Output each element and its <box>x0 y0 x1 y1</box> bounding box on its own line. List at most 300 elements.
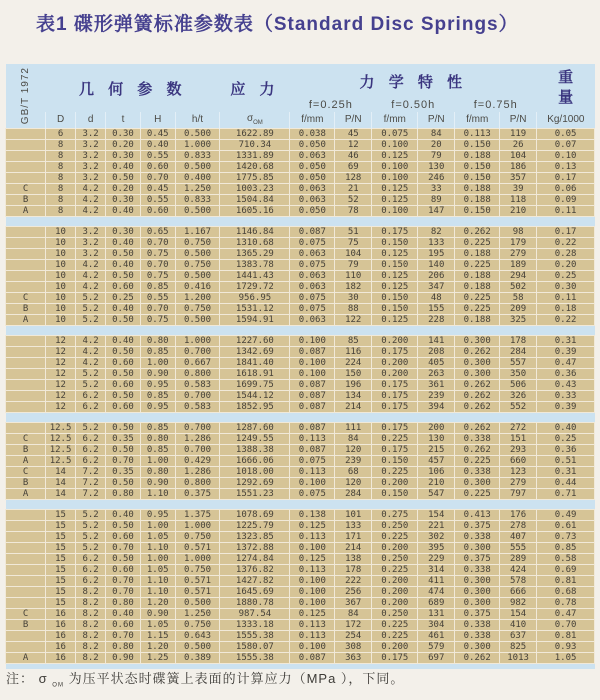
table-cell: 0.175 <box>372 226 418 237</box>
table-cell: 1003.23 <box>220 183 290 194</box>
table-cell: 8 <box>46 194 76 205</box>
table-cell: 0.45 <box>140 128 175 139</box>
table-cell: 150 <box>335 368 372 379</box>
table-cell: 10 <box>46 292 76 303</box>
table-cell: 0.571 <box>175 586 220 597</box>
table-cell: 0.70 <box>140 303 175 314</box>
table-cell: 131 <box>418 608 455 619</box>
table-cell: 0.90 <box>140 368 175 379</box>
table-cell: 278 <box>500 520 537 531</box>
table-cell: 1.05 <box>140 619 175 630</box>
table-cell: 0.225 <box>372 531 418 542</box>
table-cell: 1427.82 <box>220 575 290 586</box>
table-cell: 1551.23 <box>220 488 290 499</box>
block-separator <box>6 499 595 509</box>
table-cell: 424 <box>500 564 537 575</box>
class-letter-cell <box>6 553 46 564</box>
table-cell: 1.200 <box>175 292 220 303</box>
class-letter-cell <box>6 586 46 597</box>
table-cell: 0.500 <box>175 597 220 608</box>
table-cell: 10 <box>46 259 76 270</box>
table-cell: 0.075 <box>290 303 335 314</box>
col-header-fmm-050: f/mm <box>372 112 418 128</box>
table-cell: 10 <box>46 270 76 281</box>
table-cell: 10 <box>46 281 76 292</box>
class-letter-cell: A <box>6 205 46 216</box>
table-cell: 0.125 <box>372 150 418 161</box>
table-cell: 0.262 <box>455 444 500 455</box>
table-cell: 0.40 <box>106 303 141 314</box>
table-cell: 0.500 <box>175 128 220 139</box>
table-cell: 0.750 <box>175 564 220 575</box>
table-row <box>6 150 595 161</box>
table-cell: 0.050 <box>290 205 335 216</box>
table-cell: 12 <box>46 368 76 379</box>
table-cell: 0.11 <box>537 205 595 216</box>
disc-spring-parameter-table <box>5 64 595 669</box>
table-cell: 0.50 <box>106 172 141 183</box>
table-cell: 0.188 <box>455 150 500 161</box>
table-cell: 239 <box>418 390 455 401</box>
table-row <box>6 641 595 652</box>
table-cell: 3.2 <box>76 237 106 248</box>
table-cell: 956.95 <box>220 292 290 303</box>
table-cell: 214 <box>335 401 372 412</box>
table-cell: 0.200 <box>372 357 418 368</box>
table-row <box>6 270 595 281</box>
table-cell: 410 <box>500 619 537 630</box>
table-cell: 79 <box>418 150 455 161</box>
table-cell: 172 <box>335 619 372 630</box>
table-cell: 0.375 <box>455 520 500 531</box>
table-cell: 0.39 <box>537 346 595 357</box>
table-cell: 0.40 <box>106 161 141 172</box>
table-cell: 0.700 <box>175 346 220 357</box>
table-cell: 140 <box>418 259 455 270</box>
table-cell: 578 <box>500 575 537 586</box>
table-cell: 0.30 <box>106 128 141 139</box>
table-cell: 0.78 <box>537 597 595 608</box>
table-cell: 0.17 <box>537 226 595 237</box>
table-cell: 547 <box>418 488 455 499</box>
table-cell: 0.500 <box>175 270 220 281</box>
class-letter-cell <box>6 575 46 586</box>
table-cell: 0.250 <box>372 553 418 564</box>
table-row <box>6 194 595 205</box>
table-cell: 3.2 <box>76 128 106 139</box>
table-cell: 0.225 <box>372 564 418 575</box>
table-cell: 0.70 <box>537 619 595 630</box>
table-cell: 0.113 <box>290 619 335 630</box>
table-cell: 0.300 <box>455 542 500 553</box>
table-cell: 0.038 <box>290 128 335 139</box>
table-cell: 1.10 <box>140 586 175 597</box>
table-cell: 12.5 <box>46 444 76 455</box>
table-cell: 46 <box>335 150 372 161</box>
table-cell: 215 <box>418 444 455 455</box>
table-cell: 395 <box>418 542 455 553</box>
table-cell: 0.44 <box>537 477 595 488</box>
table-cell: 0.45 <box>140 183 175 194</box>
table-cell: 0.262 <box>455 379 500 390</box>
table-cell: 122 <box>335 314 372 325</box>
table-cell: 0.338 <box>455 630 500 641</box>
table-cell: 1.10 <box>140 488 175 499</box>
table-cell: 8 <box>46 161 76 172</box>
table-row <box>6 597 595 608</box>
weight-label-top: 重 <box>558 69 574 86</box>
table-cell: 14 <box>46 466 76 477</box>
table-cell: 0.225 <box>372 433 418 444</box>
col-header-ht: h/t <box>175 112 220 128</box>
table-cell: 1.286 <box>175 433 220 444</box>
table-cell: 0.125 <box>290 553 335 564</box>
table-cell: 246 <box>418 172 455 183</box>
table-cell: 0.31 <box>537 466 595 477</box>
table-cell: 98 <box>500 226 537 237</box>
table-cell: 0.40 <box>140 139 175 150</box>
table-cell: 111 <box>335 422 372 433</box>
table-cell: 0.050 <box>290 172 335 183</box>
table-cell: 15 <box>46 586 76 597</box>
table-cell: 130 <box>418 161 455 172</box>
table-cell: 0.113 <box>290 564 335 575</box>
table-cell: 0.150 <box>455 161 500 172</box>
class-letter-cell: C <box>6 183 46 194</box>
table-cell: 1274.84 <box>220 553 290 564</box>
table-cell: 0.833 <box>175 150 220 161</box>
table-cell: 1013 <box>500 652 537 663</box>
col-header-fmm-075: f/mm <box>455 112 500 128</box>
table-cell: 0.150 <box>372 292 418 303</box>
table-row <box>6 205 595 216</box>
table-cell: 0.100 <box>290 597 335 608</box>
table-cell: 0.150 <box>455 139 500 150</box>
table-cell: 15 <box>46 509 76 520</box>
table-cell: 12.5 <box>46 422 76 433</box>
class-letter-cell <box>6 346 46 357</box>
table-row <box>6 248 595 259</box>
col-header-d: d <box>76 112 106 128</box>
table-cell: 33 <box>418 183 455 194</box>
table-cell: 0.50 <box>106 314 141 325</box>
table-cell: 1420.68 <box>220 161 290 172</box>
table-cell: 304 <box>418 619 455 630</box>
table-cell: 0.075 <box>290 237 335 248</box>
table-cell: 1841.40 <box>220 357 290 368</box>
table-cell: 0.70 <box>106 455 141 466</box>
table-row <box>6 652 595 663</box>
table-cell: 0.80 <box>106 641 141 652</box>
table-cell: 171 <box>335 531 372 542</box>
table-cell: 0.85 <box>140 422 175 433</box>
class-letter-cell: C <box>6 608 46 619</box>
table-cell: 120 <box>335 444 372 455</box>
table-cell: 506 <box>500 379 537 390</box>
table-cell: 89 <box>418 194 455 205</box>
table-cell: 660 <box>500 455 537 466</box>
table-cell: 0.113 <box>290 630 335 641</box>
table-cell: 104 <box>500 150 537 161</box>
table-cell: 82 <box>418 226 455 237</box>
table-cell: 0.25 <box>537 433 595 444</box>
table-cell: 0.750 <box>175 303 220 314</box>
class-letter-cell: B <box>6 303 46 314</box>
table-cell: 0.250 <box>372 608 418 619</box>
table-cell: 0.700 <box>175 422 220 433</box>
table-cell: 1287.60 <box>220 422 290 433</box>
table-cell: 0.150 <box>372 488 418 499</box>
table-cell: 4.2 <box>76 346 106 357</box>
table-cell: 0.40 <box>106 608 141 619</box>
table-cell: 1594.91 <box>220 314 290 325</box>
table-cell: 5.2 <box>76 368 106 379</box>
class-letter-cell: A <box>6 652 46 663</box>
table-cell: 3.2 <box>76 226 106 237</box>
table-cell: 147 <box>418 205 455 216</box>
table-row <box>6 292 595 303</box>
table-cell: 0.338 <box>455 466 500 477</box>
table-cell: 0.60 <box>106 531 141 542</box>
table-cell: 987.54 <box>220 608 290 619</box>
standard-code-label: GB/T 1972 <box>19 67 31 125</box>
table-cell: 0.175 <box>372 390 418 401</box>
table-cell: 0.500 <box>175 248 220 259</box>
table-cell: 7.2 <box>76 477 106 488</box>
table-cell: 84 <box>335 608 372 619</box>
table-cell: 279 <box>500 248 537 259</box>
table-cell: 0.262 <box>455 390 500 401</box>
table-row <box>6 259 595 270</box>
table-cell: 0.338 <box>455 531 500 542</box>
group-header-mechanical: 力 学 特 性 <box>290 64 537 98</box>
table-cell: 110 <box>335 270 372 281</box>
table-cell: 52 <box>335 194 372 205</box>
table-cell: 0.300 <box>455 575 500 586</box>
table-cell: 666 <box>500 586 537 597</box>
table-cell: 0.188 <box>455 270 500 281</box>
table-row <box>6 477 595 488</box>
table-cell: 0.125 <box>372 314 418 325</box>
table-cell: 0.200 <box>372 575 418 586</box>
table-cell: 0.11 <box>537 292 595 303</box>
table-cell: 0.49 <box>537 509 595 520</box>
table-cell: 0.413 <box>455 509 500 520</box>
table-cell: 1.000 <box>175 139 220 150</box>
table-cell: 0.100 <box>290 586 335 597</box>
table-cell: 0.36 <box>537 368 595 379</box>
table-cell: 15 <box>46 564 76 575</box>
table-cell: 12 <box>46 390 76 401</box>
table-cell: 0.51 <box>537 455 595 466</box>
table-cell: 0.063 <box>290 314 335 325</box>
table-cell: 0.262 <box>455 401 500 412</box>
table-row <box>6 608 595 619</box>
class-letter-cell: A <box>6 488 46 499</box>
table-cell: 797 <box>500 488 537 499</box>
table-cell: 0.18 <box>537 303 595 314</box>
table-cell: 0.90 <box>140 608 175 619</box>
table-cell: 200 <box>418 422 455 433</box>
group-header-stress: 应 力 <box>220 64 290 112</box>
table-cell: 5.2 <box>76 379 106 390</box>
footnote-sigma-subscript: OM <box>52 682 64 689</box>
table-cell: 7.2 <box>76 488 106 499</box>
table-cell: 0.05 <box>537 128 595 139</box>
table-cell: 0.275 <box>372 509 418 520</box>
table-cell: 0.39 <box>537 401 595 412</box>
table-cell: 239 <box>335 455 372 466</box>
table-row <box>6 303 595 314</box>
table-cell: 16 <box>46 619 76 630</box>
table-cell: 88 <box>335 303 372 314</box>
table-cell: 0.175 <box>372 422 418 433</box>
table-cell: 1.00 <box>140 553 175 564</box>
table-cell: 0.087 <box>290 422 335 433</box>
table-cell: 134 <box>335 390 372 401</box>
table-row <box>6 139 595 150</box>
footnote-prefix: 注： <box>6 671 35 686</box>
table-cell: 256 <box>335 586 372 597</box>
table-cell: 118 <box>500 194 537 205</box>
table-cell: 208 <box>418 346 455 357</box>
table-cell: 0.85 <box>537 542 595 553</box>
table-cell: 0.35 <box>106 466 141 477</box>
table-cell: 0.40 <box>106 335 141 346</box>
table-cell: 0.075 <box>290 488 335 499</box>
table-cell: 228 <box>418 314 455 325</box>
table-cell: 6.2 <box>76 575 106 586</box>
col-header-fmm-025: f/mm <box>290 112 335 128</box>
table-cell: 58 <box>500 292 537 303</box>
table-cell: 0.113 <box>455 128 500 139</box>
class-letter-cell <box>6 335 46 346</box>
table-cell: 254 <box>335 630 372 641</box>
table-cell: 0.100 <box>372 172 418 183</box>
table-cell: 0.75 <box>140 270 175 281</box>
table-cell: 21 <box>335 183 372 194</box>
table-row <box>6 335 595 346</box>
table-cell: 195 <box>418 248 455 259</box>
table-cell: 1.167 <box>175 226 220 237</box>
table-cell: 229 <box>418 553 455 564</box>
table-cell: 0.150 <box>372 259 418 270</box>
table-cell: 0.375 <box>455 608 500 619</box>
table-cell: 0.100 <box>290 575 335 586</box>
table-cell: 0.95 <box>140 509 175 520</box>
col-header-weight: Kg/1000 <box>537 112 595 128</box>
table-cell: 1555.38 <box>220 652 290 663</box>
deflection-header-075h: f=0.75h <box>455 98 537 112</box>
table-cell: 189 <box>500 259 537 270</box>
table-cell: 1146.84 <box>220 226 290 237</box>
table-cell: 0.225 <box>455 455 500 466</box>
table-cell: 555 <box>500 542 537 553</box>
table-cell: 0.125 <box>372 248 418 259</box>
table-cell: 0.50 <box>106 368 141 379</box>
table-cell: 15 <box>46 553 76 564</box>
table-cell: 0.85 <box>140 281 175 292</box>
table-cell: 1018.00 <box>220 466 290 477</box>
table-cell: 0.063 <box>290 248 335 259</box>
table-cell: 0.50 <box>106 248 141 259</box>
table-cell: 0.175 <box>372 346 418 357</box>
table-cell: 3.2 <box>76 172 106 183</box>
table-cell: 0.73 <box>537 531 595 542</box>
table-cell: 16 <box>46 608 76 619</box>
table-cell: 6.2 <box>76 390 106 401</box>
table-cell: 0.55 <box>140 292 175 303</box>
table-cell: 0.25 <box>537 270 595 281</box>
table-cell: 0.60 <box>106 379 141 390</box>
table-cell: 101 <box>335 509 372 520</box>
table-cell: 4.2 <box>76 194 106 205</box>
class-letter-cell <box>6 161 46 172</box>
table-cell: 0.47 <box>537 357 595 368</box>
class-letter-cell <box>6 226 46 237</box>
table-cell: 0.61 <box>537 520 595 531</box>
table-cell: 155 <box>418 303 455 314</box>
table-cell: 0.50 <box>106 444 141 455</box>
table-cell: 0.416 <box>175 281 220 292</box>
table-row <box>6 433 595 444</box>
table-cell: 39 <box>500 183 537 194</box>
class-letter-cell <box>6 270 46 281</box>
table-cell: 1544.12 <box>220 390 290 401</box>
table-cell: 4.2 <box>76 281 106 292</box>
table-cell: 0.300 <box>455 335 500 346</box>
table-cell: 75 <box>335 237 372 248</box>
table-cell: 308 <box>335 641 372 652</box>
table-cell: 0.13 <box>537 161 595 172</box>
table-cell: 0.75 <box>140 248 175 259</box>
table-cell: 294 <box>500 270 537 281</box>
table-cell: 0.60 <box>106 564 141 575</box>
table-cell: 133 <box>418 237 455 248</box>
sigma-symbol: σ <box>246 113 254 125</box>
table-cell: 0.50 <box>106 553 141 564</box>
class-letter-cell <box>6 509 46 520</box>
table-cell: 0.50 <box>106 520 141 531</box>
table-cell: 347 <box>418 281 455 292</box>
table-row <box>6 488 595 499</box>
table-cell: 0.71 <box>537 488 595 499</box>
table-cell: 1383.78 <box>220 259 290 270</box>
table-cell: 8 <box>46 205 76 216</box>
class-letter-cell <box>6 520 46 531</box>
table-cell: 104 <box>335 248 372 259</box>
table-cell: 26 <box>500 139 537 150</box>
table-cell: 1.000 <box>175 520 220 531</box>
table-cell: 0.70 <box>106 542 141 553</box>
table-cell: 5.2 <box>76 542 106 553</box>
table-cell: 1376.82 <box>220 564 290 575</box>
table-cell: 1331.89 <box>220 150 290 161</box>
table-cell: 0.20 <box>537 259 595 270</box>
table-cell: 1.15 <box>140 630 175 641</box>
table-cell: 314 <box>418 564 455 575</box>
table-cell: 12 <box>46 346 76 357</box>
table-cell: 4.2 <box>76 357 106 368</box>
table-cell: 0.50 <box>106 270 141 281</box>
table-cell: 0.200 <box>372 368 418 379</box>
table-cell: 0.06 <box>537 183 595 194</box>
table-cell: 0.225 <box>455 259 500 270</box>
class-letter-cell <box>6 368 46 379</box>
table-cell: 0.338 <box>455 564 500 575</box>
class-letter-cell <box>6 172 46 183</box>
table-cell: 130 <box>418 433 455 444</box>
